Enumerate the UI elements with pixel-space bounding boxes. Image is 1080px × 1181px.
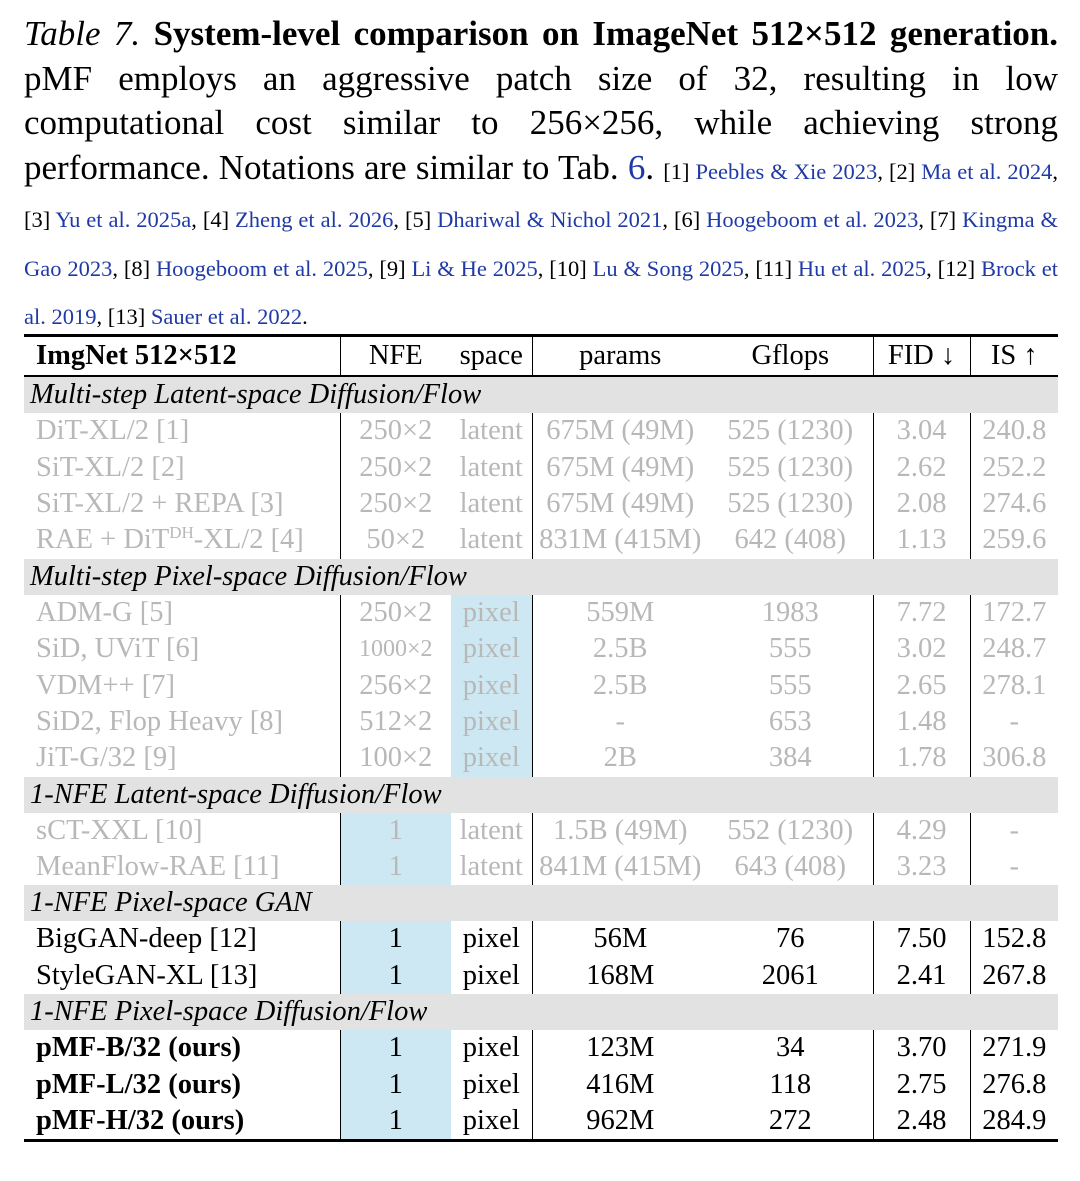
params-cell: 962M xyxy=(586,1105,655,1137)
gflops-cell: 653 xyxy=(708,704,873,740)
table-row xyxy=(24,740,1058,776)
table-row xyxy=(24,1103,1058,1141)
reference-citation[interactable]: Hu et al. 2025 xyxy=(797,255,927,281)
section-title: 1-NFE Pixel-space GAN xyxy=(24,885,1058,921)
header-params: params xyxy=(532,336,708,377)
is-cell: - xyxy=(1009,814,1019,846)
model-name: pMF-B/32 (ours) xyxy=(24,1030,340,1066)
header-nfe: NFE xyxy=(340,336,451,377)
fid-cell: 3.23 xyxy=(873,849,970,885)
fid-cell: 2.62 xyxy=(873,449,970,485)
table-row xyxy=(24,486,1058,522)
fid-cell: 1.48 xyxy=(873,704,970,740)
is-cell: 278.1 xyxy=(982,669,1047,701)
params-cell: 2B xyxy=(603,742,637,774)
params-cell: - xyxy=(615,705,625,737)
model-name: SiD2, Flop Heavy [8] xyxy=(24,704,340,740)
section-header-row xyxy=(24,777,1058,813)
caption-text: pMF employs an aggressive patch size of 32, resulting in low computational cost similar to 256×256, while achieving strong performance. Notations are similar to Tab. xyxy=(24,58,1058,187)
model-name: SiD, UViT [6] xyxy=(24,631,340,667)
model-name: DiT-XL/2 [1] xyxy=(24,413,340,449)
is-cell: 152.8 xyxy=(982,923,1047,955)
table-row xyxy=(24,631,1058,667)
space-cell: latent xyxy=(451,449,532,485)
table-row xyxy=(24,958,1058,994)
space-cell: pixel xyxy=(451,921,532,957)
reference-citation[interactable]: Kingma & Gao 2023 xyxy=(24,207,1059,281)
nfe-cell: 250×2 xyxy=(359,487,433,519)
params-cell: 675M (49M) xyxy=(546,487,695,519)
gflops-cell: 555 xyxy=(708,631,873,667)
params-cell: 1.5B (49M) xyxy=(552,814,688,846)
fid-cell: 2.75 xyxy=(873,1066,970,1102)
reference-number: [13] xyxy=(107,304,146,329)
section-header-row xyxy=(24,376,1058,413)
gflops-cell: 384 xyxy=(708,740,873,776)
gflops-cell: 1983 xyxy=(708,595,873,631)
reference-citation[interactable]: Hoogeboom et al. 2025 xyxy=(155,255,368,281)
model-name: SiT-XL/2 + REPA [3] xyxy=(24,486,340,522)
gflops-cell: 642 (408) xyxy=(708,522,873,558)
reference-number: [6] xyxy=(673,207,701,232)
reference-number: [7] xyxy=(929,207,957,232)
table-row xyxy=(24,813,1058,849)
model-name: BigGAN-deep [12] xyxy=(24,921,340,957)
model-name: sCT-XXL [10] xyxy=(24,813,340,849)
is-cell: 259.6 xyxy=(982,524,1047,556)
nfe-cell: 1 xyxy=(340,921,451,957)
params-cell: 56M xyxy=(593,923,648,955)
is-cell: 240.8 xyxy=(982,415,1047,447)
reference-number: [11] xyxy=(755,255,793,281)
nfe-cell: 256×2 xyxy=(359,669,433,701)
gflops-cell: 34 xyxy=(708,1030,873,1066)
table-caption xyxy=(24,12,1058,340)
table-row xyxy=(24,449,1058,485)
space-cell: pixel xyxy=(451,1030,532,1066)
space-cell: latent xyxy=(451,413,532,449)
table-row xyxy=(24,1066,1058,1102)
header-model: ImgNet 512×512 xyxy=(24,336,340,377)
space-cell: pixel xyxy=(451,595,532,631)
space-cell: pixel xyxy=(451,667,532,703)
reference-number: [3] xyxy=(24,207,51,232)
params-cell: 123M xyxy=(586,1032,655,1064)
reference-citation[interactable]: Hoogeboom et al. 2023 xyxy=(706,207,919,232)
reference-citation[interactable]: Lu & Song 2025 xyxy=(592,255,744,281)
reference-citation[interactable]: Yu et al. 2025a xyxy=(55,207,192,232)
gflops-cell: 76 xyxy=(708,921,873,957)
gflops-cell: 272 xyxy=(708,1103,873,1141)
model-name-suffix: -XL/2 [4] xyxy=(193,524,304,556)
model-name: StyleGAN-XL [13] xyxy=(24,958,340,994)
is-cell: 306.8 xyxy=(982,742,1047,774)
reference-citation[interactable]: Li & He 2025 xyxy=(411,255,538,281)
params-cell: 168M xyxy=(586,959,655,991)
section-title: Multi-step Pixel-space Diffusion/Flow xyxy=(24,559,1058,595)
table-header-row xyxy=(24,336,1058,377)
params-cell: 2.5B xyxy=(592,669,648,701)
gflops-cell: 643 (408) xyxy=(708,849,873,885)
fid-cell: 2.08 xyxy=(873,486,970,522)
params-cell: 831M (415M) xyxy=(539,524,702,556)
is-cell: 274.6 xyxy=(982,487,1047,519)
reference-number: [1] xyxy=(663,158,690,184)
nfe-cell: 1 xyxy=(340,1030,451,1066)
table-row xyxy=(24,667,1058,703)
is-cell: - xyxy=(1009,705,1019,737)
caption-label: Table 7. xyxy=(24,14,141,53)
params-cell: 675M (49M) xyxy=(546,415,695,447)
nfe-cell: 50×2 xyxy=(366,524,426,556)
caption-table-link[interactable]: 6 xyxy=(627,147,646,187)
gflops-cell: 118 xyxy=(708,1066,873,1102)
model-name-text: RAE + DiT xyxy=(36,524,170,556)
nfe-cell: 1 xyxy=(340,958,451,994)
model-name: JiT-G/32 [9] xyxy=(24,740,340,776)
section-title: 1-NFE Latent-space Diffusion/Flow xyxy=(24,777,1058,813)
space-cell: latent xyxy=(451,813,532,849)
fid-cell: 1.13 xyxy=(873,522,970,558)
fid-cell: 3.70 xyxy=(873,1030,970,1066)
section-header-row xyxy=(24,885,1058,921)
nfe-cell: 1000×2 xyxy=(358,636,433,663)
reference-citation[interactable]: Zheng et al. 2026 xyxy=(235,207,394,232)
space-cell: pixel xyxy=(451,1066,532,1102)
reference-number: [5] xyxy=(404,207,432,232)
header-fid: FID ↓ xyxy=(873,336,970,377)
nfe-cell: 512×2 xyxy=(359,705,433,737)
space-cell: pixel xyxy=(451,1103,532,1141)
nfe-cell: 250×2 xyxy=(359,451,433,483)
is-cell: 276.8 xyxy=(982,1068,1047,1100)
reference-citation[interactable]: Dhariwal & Nichol 2021 xyxy=(437,207,663,232)
table-row xyxy=(24,704,1058,740)
params-cell: 841M (415M) xyxy=(539,851,702,883)
params-cell: 675M (49M) xyxy=(546,451,695,483)
section-title: 1-NFE Pixel-space Diffusion/Flow xyxy=(24,994,1058,1030)
nfe-cell: 250×2 xyxy=(359,415,433,447)
space-cell: pixel xyxy=(451,958,532,994)
reference-list: [1] Peebles & Xie 2023, [2] Ma et al. 2024, [3] Yu et al. 2025a, [4] Zheng et al. 2026, [5] Dhariwal & Nichol 2021, [6] Hoogeboom et al. 2023, [7] Kingma & Gao 2023, [8] Hoogeboom et al. 2025, [9] Li & He 2025, [10] Lu & Song 2025, [11] Hu et al. 2025, [12] Brock et al. 2019, [13] Sauer et al. 2022. xyxy=(24,158,1059,329)
gflops-cell: 525 (1230) xyxy=(708,449,873,485)
nfe-cell: 1 xyxy=(340,813,451,849)
is-cell: 172.7 xyxy=(982,596,1047,628)
gflops-cell: 555 xyxy=(708,667,873,703)
reference-number: [8] xyxy=(123,255,151,281)
nfe-cell: 1 xyxy=(340,849,451,885)
reference-number: [2] xyxy=(888,158,916,184)
caption-title: System-level comparison on ImageNet 512×512 generation. xyxy=(153,14,1059,53)
is-cell: 267.8 xyxy=(982,959,1047,991)
reference-number: [10] xyxy=(549,255,587,281)
model-name: pMF-L/32 (ours) xyxy=(24,1066,340,1102)
fid-cell: 2.48 xyxy=(873,1103,970,1141)
nfe-cell: 1 xyxy=(340,1103,451,1141)
is-cell: 284.9 xyxy=(982,1105,1047,1137)
table-row xyxy=(24,522,1058,558)
table-row xyxy=(24,413,1058,449)
nfe-cell: 100×2 xyxy=(359,742,433,774)
params-cell: 2.5B xyxy=(592,633,648,665)
gflops-cell: 2061 xyxy=(708,958,873,994)
reference-number: [4] xyxy=(202,207,230,232)
model-name: MeanFlow-RAE [11] xyxy=(24,849,340,885)
reference-citation[interactable]: Sauer et al. 2022 xyxy=(150,304,303,329)
header-is: IS ↑ xyxy=(970,336,1058,377)
header-space: space xyxy=(451,336,532,377)
fid-cell: 3.04 xyxy=(873,413,970,449)
fid-cell: 2.41 xyxy=(873,958,970,994)
gflops-cell: 525 (1230) xyxy=(708,486,873,522)
fid-cell: 7.50 xyxy=(873,921,970,957)
nfe-cell: 250×2 xyxy=(359,596,433,628)
space-cell: latent xyxy=(451,522,532,558)
fid-cell: 7.72 xyxy=(873,595,970,631)
model-name: ADM-G [5] xyxy=(24,595,340,631)
model-name: SiT-XL/2 [2] xyxy=(24,449,340,485)
gflops-cell: 552 (1230) xyxy=(708,813,873,849)
reference-number: [12] xyxy=(937,255,976,281)
section-header-row xyxy=(24,994,1058,1030)
fid-cell: 2.65 xyxy=(873,667,970,703)
table-row xyxy=(24,921,1058,957)
space-cell: pixel xyxy=(451,704,532,740)
table-row xyxy=(24,849,1058,885)
reference-citation[interactable]: Ma et al. 2024 xyxy=(921,158,1053,184)
gflops-cell: 525 (1230) xyxy=(708,413,873,449)
nfe-cell: 1 xyxy=(340,1066,451,1102)
results-table xyxy=(24,334,1058,1142)
is-cell: 271.9 xyxy=(982,1032,1047,1064)
table-row xyxy=(24,1030,1058,1066)
model-name: VDM++ [7] xyxy=(24,667,340,703)
fid-cell: 4.29 xyxy=(873,813,970,849)
space-cell: latent xyxy=(451,849,532,885)
header-gflops: Gflops xyxy=(708,336,873,377)
space-cell: latent xyxy=(451,486,532,522)
table-row xyxy=(24,595,1058,631)
model-name: pMF-H/32 (ours) xyxy=(24,1103,340,1141)
is-cell: - xyxy=(1009,851,1019,883)
is-cell: 252.2 xyxy=(982,451,1047,483)
table-body xyxy=(24,376,1058,1141)
reference-citation[interactable]: Brock et al. 2019 xyxy=(24,255,1059,329)
section-header-row xyxy=(24,559,1058,595)
params-cell: 559M xyxy=(586,596,655,628)
reference-citation[interactable]: Peebles & Xie 2023 xyxy=(695,158,878,184)
fid-cell: 3.02 xyxy=(873,631,970,667)
section-title: Multi-step Latent-space Diffusion/Flow xyxy=(24,376,1058,413)
caption-period: . xyxy=(645,147,655,187)
model-name xyxy=(24,522,340,558)
fid-cell: 1.78 xyxy=(873,740,970,776)
params-cell: 416M xyxy=(586,1068,655,1100)
is-cell: 248.7 xyxy=(982,633,1047,665)
model-name-superscript: DH xyxy=(169,523,194,543)
space-cell: pixel xyxy=(451,631,532,667)
reference-number: [9] xyxy=(379,255,406,281)
space-cell: pixel xyxy=(451,740,532,776)
